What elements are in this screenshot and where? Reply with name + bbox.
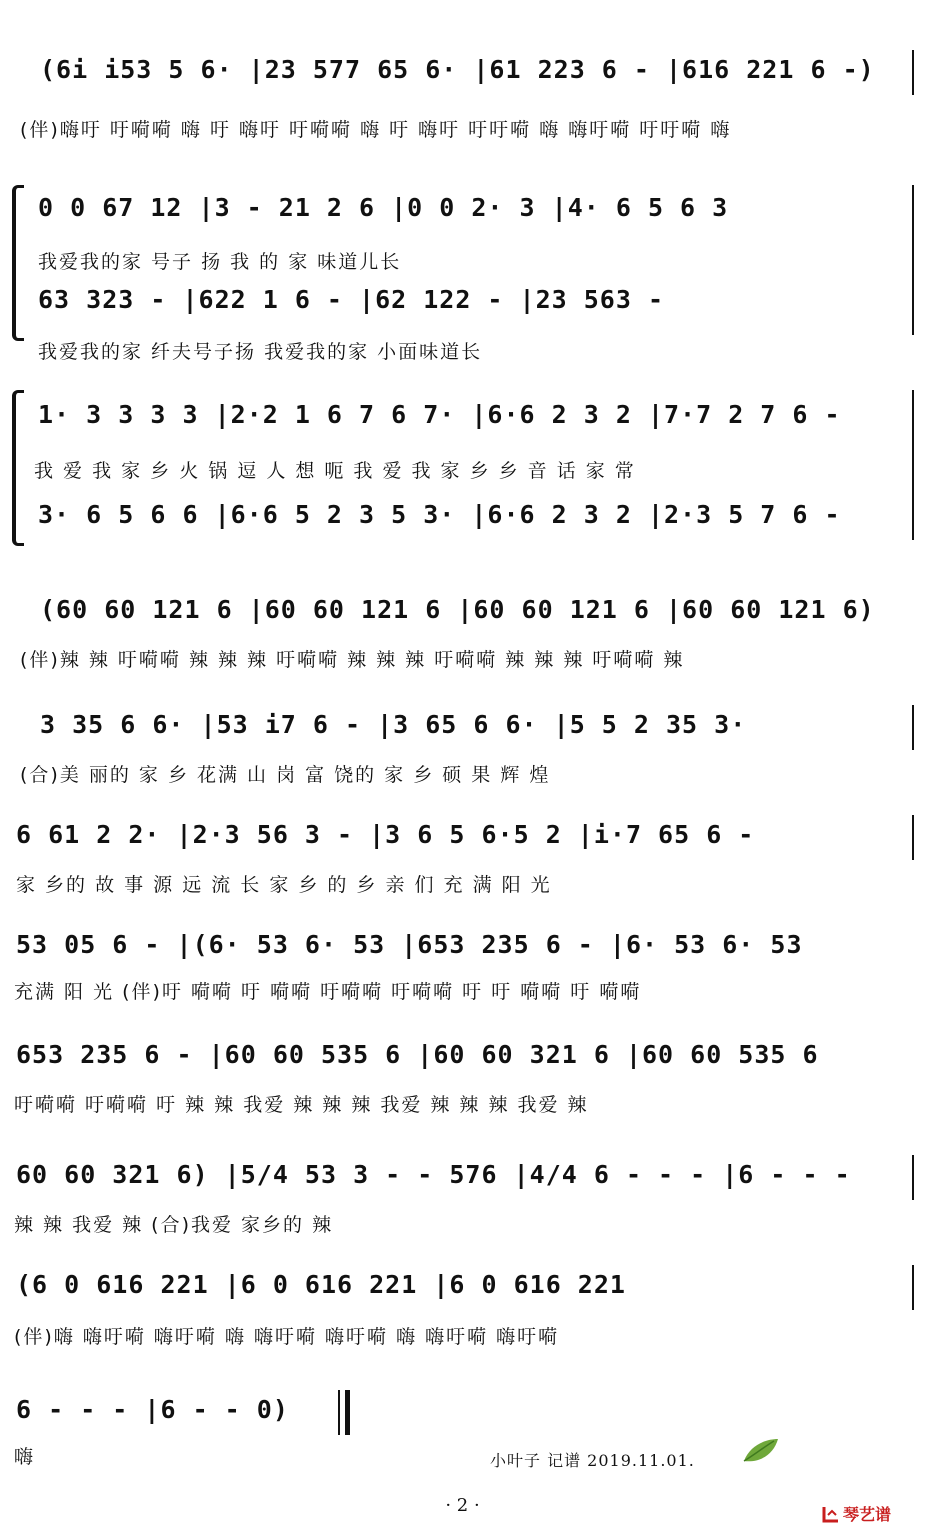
notes-line: 3 35 6 6· |53 i7 6 - |3 65 6 6· |5 5 2 35 3· <box>40 710 747 739</box>
barline <box>912 1155 914 1200</box>
notes-line: (6 0 616 221 |6 0 616 221 |6 0 616 221 <box>16 1270 626 1299</box>
lyrics-line: 家 乡的 故 事 源 远 流 长 家 乡 的 乡 亲 们 充 满 阳 光 <box>16 874 552 896</box>
lyrics-line: 嗨 <box>14 1446 36 1468</box>
barline <box>912 815 914 860</box>
staff-bracket <box>12 185 24 341</box>
notes-line: 0 0 67 12 |3 - 21 2 6 |0 0 2· 3 |4· 6 5 6 3 <box>38 193 729 222</box>
lyrics-line: (伴)嗨吁 吁嗬嗬 嗨 吁 嗨吁 吁嗬嗬 嗨 吁 嗨吁 吁吁嗬 嗨 嗨吁嗬 吁吁嗬 嗨 <box>20 119 732 141</box>
barline <box>912 1265 914 1310</box>
lyrics-line: (伴)嗨 嗨吁嗬 嗨吁嗬 嗨 嗨吁嗬 嗨吁嗬 嗨 嗨吁嗬 嗨吁嗬 <box>14 1326 560 1348</box>
barline <box>912 390 914 540</box>
lyrics-line: 充满 阳 光 (伴)吁 嗬嗬 吁 嗬嗬 吁嗬嗬 吁嗬嗬 吁 吁 嗬嗬 吁 嗬嗬 <box>14 981 642 1003</box>
page-number: · 2 · <box>445 1495 480 1516</box>
notes-line: 60 60 321 6) |5/4 53 3 - - 576 |4/4 6 - - - |6 - - - <box>16 1160 851 1189</box>
barline <box>912 705 914 750</box>
notes-line: (60 60 121 6 |60 60 121 6 |60 60 121 6 |60 60 121 6) <box>40 595 875 624</box>
lyrics-line: 我爱我的家 号子 扬 我 的 家 味道儿长 <box>38 251 402 273</box>
notes-line: 653 235 6 - |60 60 535 6 |60 60 321 6 |60 60 535 6 <box>16 1040 819 1069</box>
lyrics-line: (合)美 丽的 家 乡 花满 山 岗 富 饶的 家 乡 硕 果 辉 煌 <box>20 764 551 786</box>
site-logo <box>822 1502 891 1525</box>
notes-line: 53 05 6 - |(6· 53 6· 53 |653 235 6 - |6· 53 6· 53 <box>16 930 803 959</box>
notes-line: 3· 6 5 6 6 |6·6 5 2 3 5 3· |6·6 2 3 2 |2·3 5 7 6 - <box>38 500 841 529</box>
transcriber-credit: 小叶子 记谱 2019.11.01. <box>490 1451 695 1470</box>
qinyipu-logo-icon <box>822 1505 840 1523</box>
barline <box>338 1390 340 1435</box>
notes-line: 6 61 2 2· |2·3 56 3 - |3 6 5 6·5 2 |i·7 65 6 - <box>16 820 755 849</box>
barline <box>912 185 914 335</box>
notes-line: 63 323 - |622 1 6 - |62 122 - |23 563 - <box>38 285 664 314</box>
barline <box>912 50 914 95</box>
staff-bracket <box>12 390 24 546</box>
final-barline <box>345 1390 350 1435</box>
lyrics-line: 辣 辣 我爱 辣 (合)我爱 家乡的 辣 <box>14 1214 334 1236</box>
lyrics-line: 我 爱 我 家 乡 火 锅 逗 人 想 呃 我 爱 我 家 乡 乡 音 话 家 常 <box>34 460 636 482</box>
lyrics-line: 吁嗬嗬 吁嗬嗬 吁 辣 辣 我爱 辣 辣 辣 我爱 辣 辣 辣 我爱 辣 <box>14 1094 589 1116</box>
leaf-icon <box>740 1435 780 1465</box>
notes-line: 1· 3 3 3 3 |2·2 1 6 7 6 7· |6·6 2 3 2 |7·7 2 7 6 - <box>38 400 841 429</box>
notes-line: 6 - - - |6 - - 0) <box>16 1395 289 1424</box>
lyrics-line: 我爱我的家 纤夫号子扬 我爱我的家 小面味道长 <box>38 341 483 363</box>
notes-line: (6i i53 5 6· |23 577 65 6· |61 223 6 - |616 221 6 -) <box>40 55 875 84</box>
lyrics-line: (伴)辣 辣 吁嗬嗬 辣 辣 辣 吁嗬嗬 辣 辣 辣 吁嗬嗬 辣 辣 辣 吁嗬嗬 辣 <box>20 649 685 671</box>
logo-text: 琴艺谱 <box>843 1505 892 1524</box>
